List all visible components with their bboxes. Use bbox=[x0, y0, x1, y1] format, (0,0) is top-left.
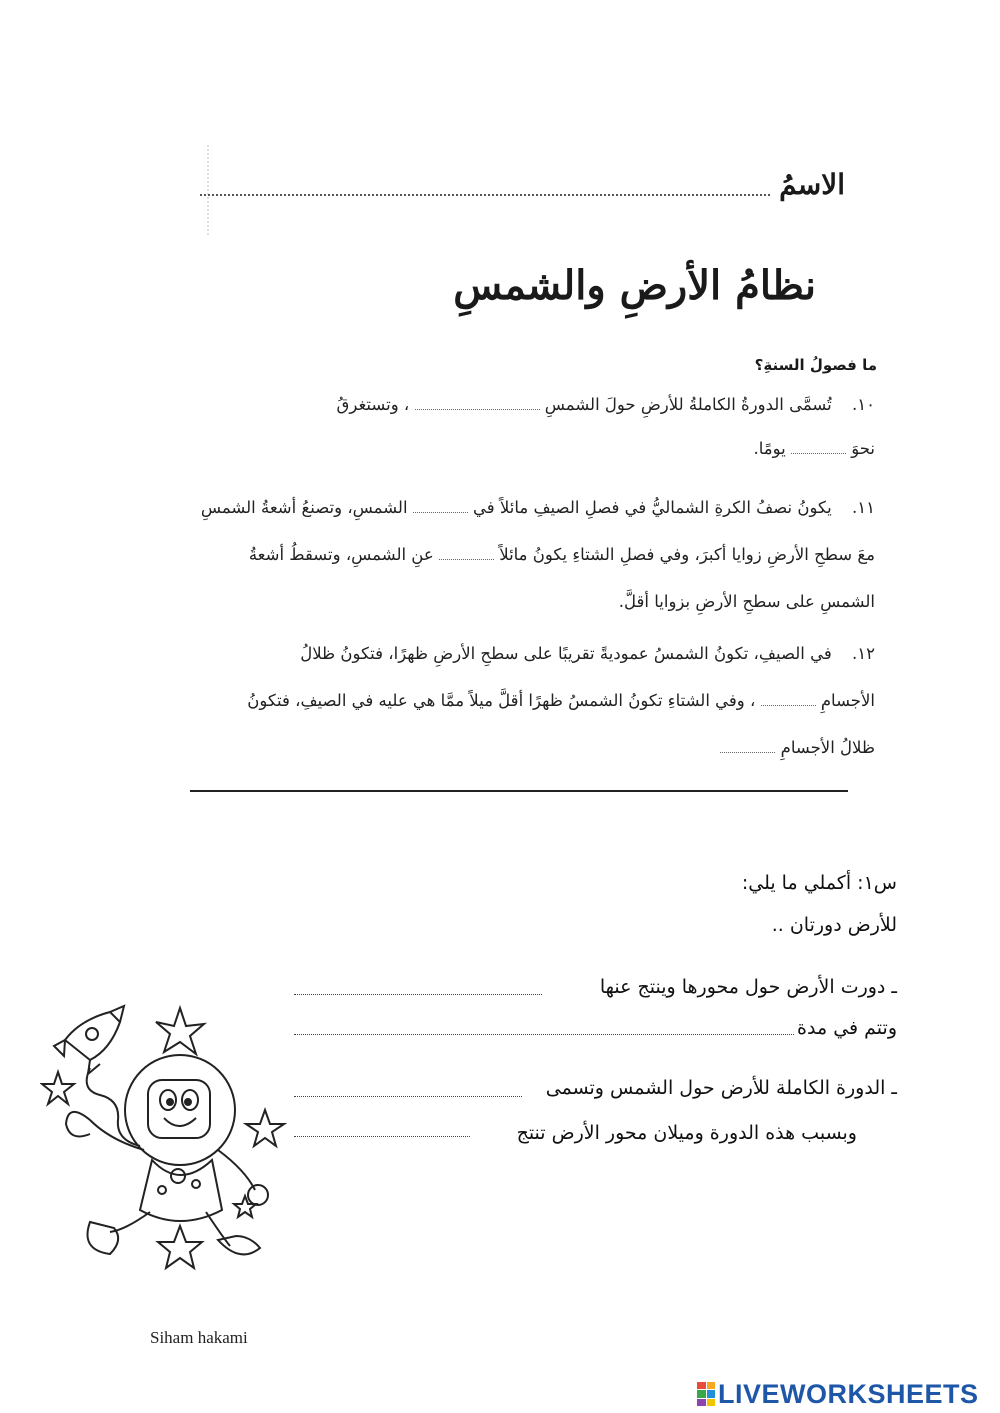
question-text: يومًا. bbox=[753, 439, 786, 458]
answer-blank[interactable] bbox=[294, 1136, 470, 1137]
question-text: ظلالُ الأجسامِ bbox=[780, 738, 875, 757]
question-text: الشمسِ، وتصنعُ أشعةُ الشمسِ bbox=[200, 498, 408, 517]
author-name: Siham hakami bbox=[150, 1328, 248, 1347]
question-text: معَ سطحِ الأرضِ زوايا أكبرَ، وفي فصلِ الشتاءِ يكونُ مائلاً bbox=[499, 545, 875, 564]
exercise-heading: س١: أكملي ما يلي: bbox=[741, 872, 897, 894]
answer-blank[interactable] bbox=[294, 1034, 794, 1035]
question-12 bbox=[175, 644, 875, 764]
answer-blank[interactable] bbox=[720, 740, 775, 753]
question-text: الأجسامِ bbox=[820, 691, 875, 710]
name-label: الاسمُ bbox=[779, 168, 845, 201]
question-text: نحوَ bbox=[851, 439, 875, 458]
star-icon bbox=[234, 1196, 256, 1217]
question-text: في الصيفِ، تكونُ الشمسُ عموديةً تقريبًا على سطحِ الأرضِ ظهرًا، فتكونُ ظلالُ bbox=[300, 644, 832, 663]
exercise-item-2: ـ الدورة الكاملة للأرض حول الشمس وتسمى bbox=[545, 1077, 897, 1099]
question-number: ١٢. bbox=[852, 644, 875, 663]
question-number: ١١. bbox=[852, 498, 875, 517]
name-row bbox=[200, 168, 845, 208]
star-icon bbox=[246, 1110, 284, 1146]
question-text: ، وفي الشتاءِ تكونُ الشمسُ ظهرًا أقلَّ ميلاً ممَّا هي عليه في الصيفِ، فتكونُ bbox=[247, 691, 756, 710]
star-icon bbox=[156, 1008, 204, 1054]
exercise-item-1b: وتتم في مدة bbox=[797, 1017, 897, 1039]
exercise-intro: للأرض دورتان .. bbox=[771, 914, 897, 936]
exercise-s1 bbox=[377, 872, 897, 1152]
answer-blank[interactable] bbox=[294, 994, 542, 995]
section-subheading: ما فصولُ السنةِ؟ bbox=[754, 356, 877, 374]
liveworksheets-logo[interactable] bbox=[697, 1380, 979, 1408]
question-text: عنِ الشمسِ، وتسقطُ أشعةُ bbox=[248, 545, 434, 564]
rocket-icon bbox=[54, 1006, 124, 1074]
star-icon bbox=[42, 1072, 74, 1104]
question-text: الشمسِ على سطحِ الأرضِ بزوايا أقلَّ. bbox=[618, 592, 875, 611]
answer-blank[interactable] bbox=[415, 397, 540, 410]
logo-icon bbox=[697, 1382, 715, 1406]
question-text: يكونُ نصفُ الكرةِ الشماليُّ في فصلِ الصيفِ مائلاً في bbox=[473, 498, 832, 517]
astronaut-illustration bbox=[40, 1000, 290, 1280]
question-text: ، وتستغرقُ bbox=[336, 395, 410, 414]
question-11 bbox=[175, 498, 875, 618]
answer-blank[interactable] bbox=[413, 500, 468, 513]
exercise-item-2b: وبسبب هذه الدورة وميلان محور الأرض تنتج bbox=[516, 1122, 857, 1144]
question-text: تُسمَّى الدورةُ الكاملةُ للأرضِ حولَ الشمسِ bbox=[544, 395, 832, 414]
exercise-item-1: ـ دورت الأرض حول محورها وينتج عنها bbox=[599, 976, 897, 998]
name-input-line[interactable] bbox=[200, 194, 770, 196]
star-icon bbox=[158, 1226, 202, 1268]
answer-blank[interactable] bbox=[439, 547, 494, 560]
answer-blank[interactable] bbox=[791, 441, 846, 454]
answer-blank[interactable] bbox=[294, 1096, 522, 1097]
page-title: نظامُ الأرضِ والشمسِ bbox=[453, 262, 816, 309]
brand-name: LIVEWORKSHEETS bbox=[718, 1378, 979, 1409]
answer-blank[interactable] bbox=[761, 693, 816, 706]
section-divider bbox=[190, 790, 848, 792]
question-10 bbox=[175, 395, 875, 465]
question-number: ١٠. bbox=[852, 395, 875, 414]
